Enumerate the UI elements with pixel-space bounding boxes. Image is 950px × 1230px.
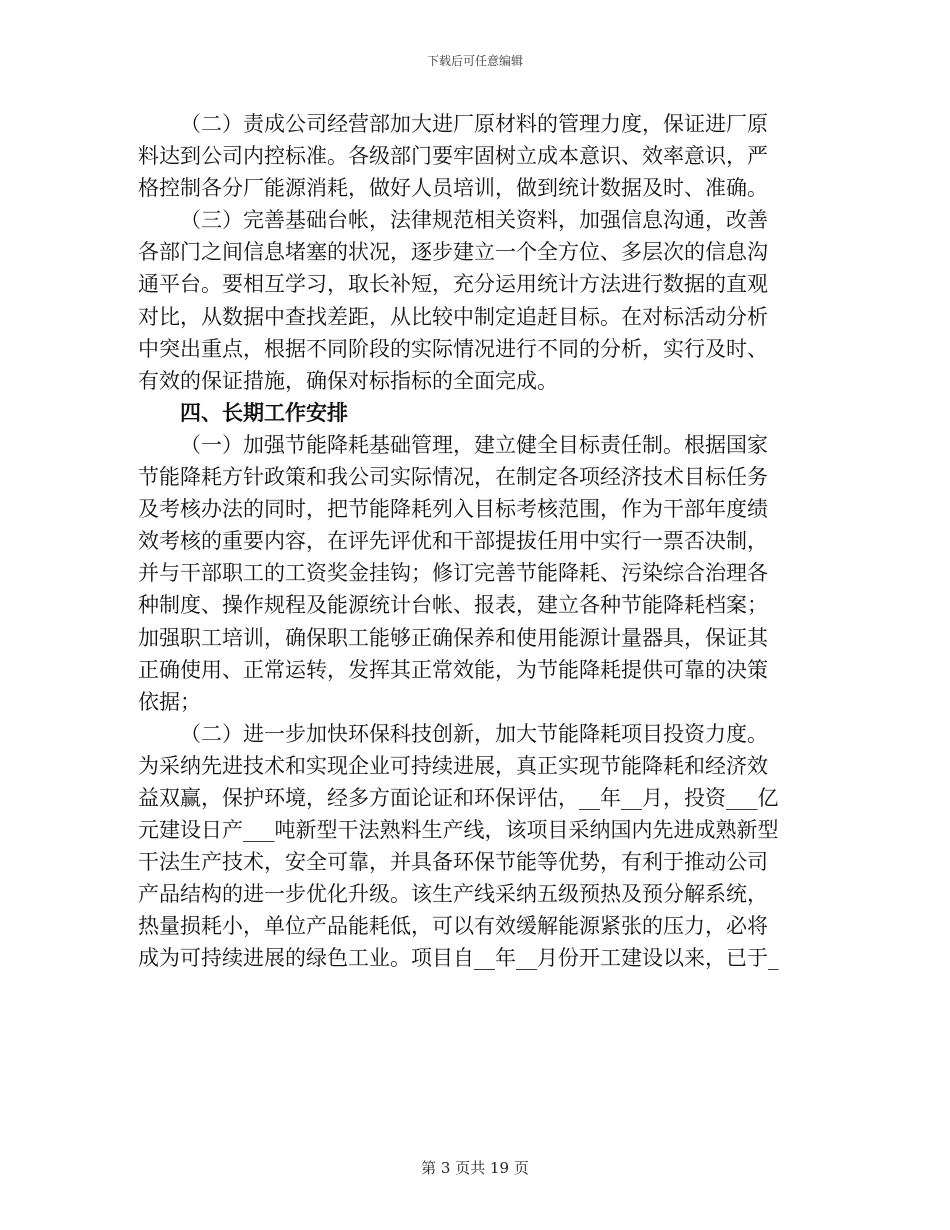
text-line: 节能降耗方针政策和我公司实际情况，在制定各项经济技术目标任务 bbox=[138, 465, 768, 490]
text-line: （三）完善基础台帐，法律规范相关资料，加强信息沟通，改善 bbox=[180, 208, 768, 233]
text-line: （二）进一步加快环保科技创新，加大节能降耗项目投资力度。 bbox=[180, 721, 768, 746]
page-footer: 第 3 页共 19 页 bbox=[421, 1159, 529, 1177]
text-line: 及考核办法的同时，把节能降耗列入目标考核范围，作为干部年度绩 bbox=[138, 497, 768, 522]
text-line: 热量损耗小，单位产品能耗低，可以有效缓解能源紧张的压力，必将 bbox=[138, 914, 768, 939]
text-line: 产品结构的进一步优化升级。该生产线采纳五级预热及预分解系统， bbox=[138, 882, 768, 907]
text-line: 格控制各分厂能源消耗，做好人员培训，做到统计数据及时、准确。 bbox=[138, 176, 768, 201]
section-heading: 四、长期工作安排 bbox=[180, 399, 348, 425]
text-line: 依据； bbox=[138, 689, 201, 714]
text-line: （一）加强节能降耗基础管理，建立健全目标责任制。根据国家 bbox=[180, 432, 768, 457]
text-line: 元建设日产___吨新型干法熟料生产线，该项目采纳国内先进成熟新型 bbox=[138, 818, 779, 843]
text-line: 中突出重点，根据不同阶段的实际情况进行不同的分析，实行及时、 bbox=[138, 336, 768, 361]
text-line: 益双赢，保护环境，经多方面论证和环保评估，__年__月，投资___亿 bbox=[138, 785, 779, 810]
text-line: 种制度、操作规程及能源统计台帐、报表，建立各种节能降耗档案； bbox=[138, 593, 768, 618]
text-line: （二）责成公司经营部加大进厂原材料的管理力度，保证进厂原 bbox=[180, 112, 768, 136]
text-line: 对比，从数据中查找差距，从比较中制定追赶目标。在对标活动分析 bbox=[138, 304, 768, 329]
page-header: 下载后可任意编辑 bbox=[426, 54, 523, 68]
text-line: 效考核的重要内容，在评先评优和干部提拔任用中实行一票否决制， bbox=[138, 529, 768, 554]
text-line: 加强职工培训，确保职工能够正确保养和使用能源计量器具，保证其 bbox=[138, 625, 768, 650]
text-line: 有效的保证措施，确保对标指标的全面完成。 bbox=[138, 368, 558, 393]
text-line: 并与干部职工的工资奖金挂钩；修订完善节能降耗、污染综合治理各 bbox=[138, 561, 768, 586]
text-line: 为采纳先进技术和实现企业可持续进展，真正实现节能降耗和经济效 bbox=[138, 753, 768, 778]
text-line: 干法生产技术，安全可靠，并具备环保节能等优势，有利于推动公司 bbox=[138, 850, 768, 875]
document-body bbox=[138, 108, 798, 975]
text-line: 各部门之间信息堵塞的状况，逐步建立一个全方位、多层次的信息沟 bbox=[138, 240, 768, 265]
text-line: 料达到公司内控标准。各级部门要牢固树立成本意识、效率意识，严 bbox=[138, 144, 768, 169]
text-line: 通平台。要相互学习，取长补短，充分运用统计方法进行数据的直观 bbox=[138, 272, 768, 297]
text-line: 成为可持续进展的绿色工业。项目自__年__月份开工建设以来，已于_ bbox=[138, 946, 779, 971]
text-line: 正确使用、正常运转，发挥其正常效能，为节能降耗提供可靠的决策 bbox=[138, 657, 768, 682]
